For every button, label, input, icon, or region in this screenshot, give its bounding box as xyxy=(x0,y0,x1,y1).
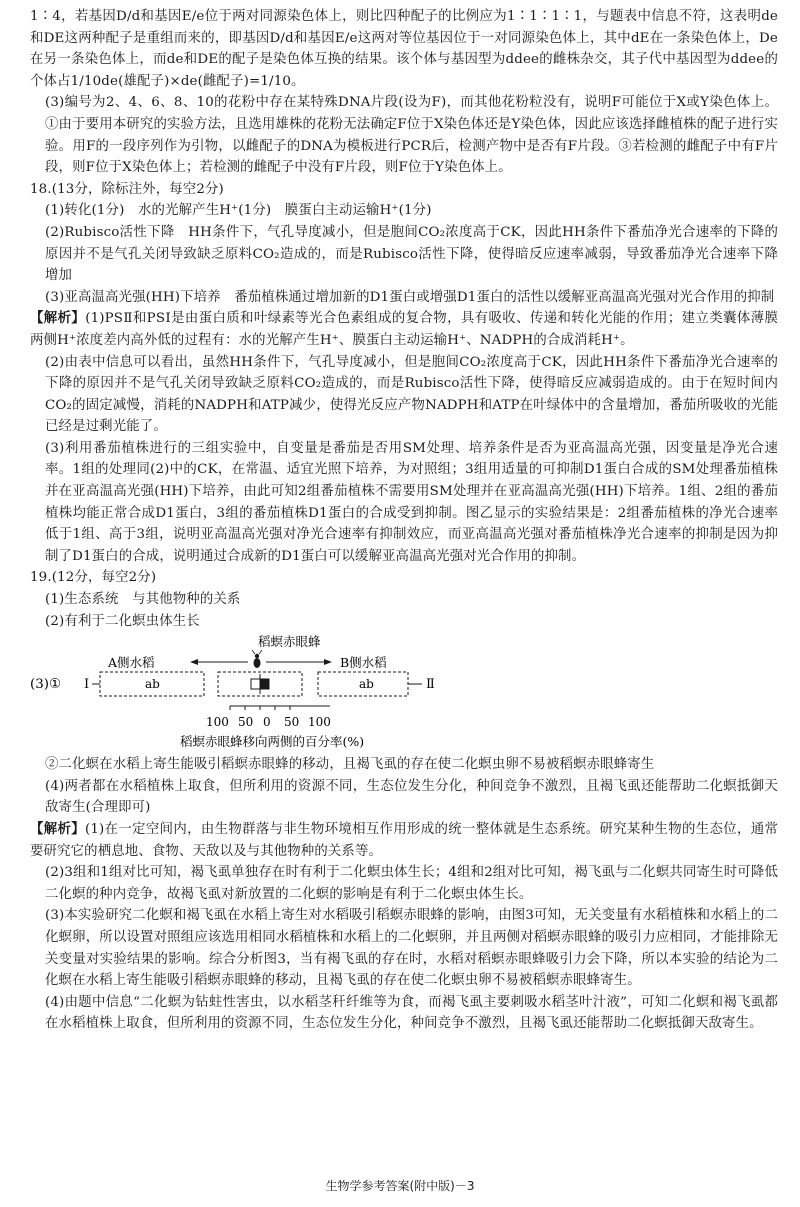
tick-label: 50 xyxy=(284,715,300,730)
q18-analysis-2: (2)由表中信息可以看出，虽然HH条件下，气孔导度减小，但是胞间CO₂浓度高于CK，因此HH条件下番茄净光合速率的下降的原因并不是气孔关闭导致缺乏原料CO₂造成的，而是Rubisco活性下降，使得暗反应减弱造成的。由于在短时间内CO₂的固定减慢，消耗的NADPH和ATP减少，使得光反应产物NADPH和ATP在叶绿体中的含量增加，番茄所吸收的光能已经是过剩光能了。 xyxy=(45,354,778,435)
q19-heading: 19.(12分，每空2分) xyxy=(30,570,157,586)
left-percentage-bar xyxy=(251,679,260,689)
q18-heading: 18.(13分，除标注外，每空2分) xyxy=(30,181,224,197)
page-footer: 生物学参考答案(附中版)－3 xyxy=(325,1179,475,1193)
right-arrow-head xyxy=(324,659,332,665)
right-side-title: B侧水稻 xyxy=(340,655,387,671)
q19-answer-1: (1)生态系统 与其他物种的关系 xyxy=(45,592,241,608)
q18-answer-1: (1)转化(1分) 水的光解产生H⁺(1分) 膜蛋白主动运输H⁺(1分) xyxy=(45,203,432,219)
q19-analysis-4: (4)由题中信息“二化螟为钻蛀性害虫，以水稻茎秆纤维等为食，而褐飞虱主要刺吸水稻茎叶汁液”，可知二化螟和褐飞虱都在水稻植株上取食，但所利用的资源不同，生态位发生分化，种间竞争不激烈，且褐飞虱还能帮助二化螟抵御天敌寄生。 xyxy=(45,994,778,1032)
wasp-icon xyxy=(252,650,262,668)
q18-answer-3: (3)亚高温高光强(HH)下培养 番茄植株通过增加新的D1蛋白或增强D1蛋白的活性以缓解亚高温高光强对光合作用的抑制 xyxy=(45,289,775,305)
tick-label: 100 xyxy=(308,715,331,730)
q19-answer-3b: ②二化螟在水稻上寄生能吸引稻螟赤眼蜂的移动，且褐飞虱的存在使二化螟虫卵不易被稻螟赤眼蜂寄生 xyxy=(45,757,655,773)
left-roman-label: Ⅰ xyxy=(84,677,90,693)
x-axis-label: 稻螟赤眼蜂移向两侧的百分率(%) xyxy=(180,734,365,750)
tick-label: 0 xyxy=(263,715,271,730)
paragraph-q17-2-cont: 1∶4，若基因D/d和基因E/e位于两对同源染色体上，则比四种配子的比例应为1∶1∶1∶1，与题表中信息不符，这表明de和DE这两种配子是重组而来的，即基因D/d和基因E/e这两对等位基因位于一对同源染色体上，其中dE在一条染色体上，De在另一条染色体上，而de和DE的配子是染色体互换的结果。该个体与基因型为ddee的雌株杂交，其子代中基因型为ddee的个体占1/10de(雄配子)×de(雌配子)=1/10。 xyxy=(30,9,778,89)
right-chamber-label: ab xyxy=(359,677,374,692)
analysis-tag: 【解析】 xyxy=(30,821,85,837)
q19-analysis-2: (2)3组和1组对比可知，褐飞虱单独存在时有利于二化螟虫体生长；4组和2组对比可知，褐飞虱与二化螟共同寄生时可降低二化螟的种内竞争，故褐飞虱对新放置的二化螟的影响是有利于二化螟虫体生长。 xyxy=(45,865,778,902)
q19-analysis-1 xyxy=(30,819,778,862)
q19-answer-2: (2)有利于二化螟虫体生长 xyxy=(45,613,200,629)
paragraph-q17-3: (3)编号为2、4、6、8、10的花粉中存在某特殊DNA片段(设为F)，而其他花粉粒没有，说明F可能位于X或Y染色体上。①由于要用本研究的实验方法，且选用雄株的花粉无法确定F位于X染色体还是Y染色体，因此应该选择雌植株的配子进行实验。用F的一段序列作为引物，以雌配子的DNA为模板进行PCR后，检测产物中是否有F片段。③若检测的雌配子中有F片段，则F位于X染色体上；若检测的雌配子中没有F片段，则F位于Y染色体上。 xyxy=(45,95,778,176)
tick-label: 50 xyxy=(238,715,254,730)
wasp-choice-diagram xyxy=(30,634,778,754)
figure-question-label: (3)① xyxy=(30,677,61,693)
analysis-tag: 【解析】 xyxy=(30,310,86,327)
q18-analysis-3: (3)利用番茄植株进行的三组实验中，自变量是番茄是否用SM处理、培养条件是否为亚高温高光强，因变量是净光合速率。1组的处理同(2)中的CK，在常温、适宜光照下培养，为对照组；3组用适量的可抑制D1蛋白合成的SM处理番茄植株并在亚高温高光强(HH)下培养，由此可知2组番茄植株不需要用SM处理并在亚高温高光强(HH)下培养。1组、2组的番茄植株均能正常合成D1蛋白，3组的番茄植株D1蛋白的合成受到抑制。图乙显示的实验结果是：2组番茄植株的净光合速率低于1组、高于3组，说明亚高温高光强对净光合速率有抑制效应，而亚高温高光强对番茄植株净光合速率的抑制是因为抑制了D1蛋白的合成，说明通过合成新的D1蛋白可以缓解亚高温高光强对光合作用的抑制。 xyxy=(45,440,778,564)
wasp-choice-figure xyxy=(30,634,778,754)
right-roman-label: Ⅱ xyxy=(426,677,435,693)
left-chamber-label: ab xyxy=(145,677,160,692)
q18-analysis-1 xyxy=(30,308,778,351)
q19-answer-4: (4)两者都在水稻植株上取食，但所利用的资源不同，生态位发生分化，种间竞争不激烈，且褐飞虱还能帮助二化螟抵御天敌寄生(合理即可) xyxy=(45,778,778,816)
q18-answer-2: (2)Rubisco活性下降 HH条件下，气孔导度减小，但是胞间CO₂浓度高于CK，因此HH条件下番茄净光合速率的下降的原因并不是气孔关闭导致缺乏原料CO₂造成的，而是Rubisco活性下降，使得暗反应速率减弱，导致番茄净光合速率下降 增加 xyxy=(45,224,792,284)
right-percentage-bar xyxy=(260,679,269,689)
q19-analysis-3: (3)本实验研究二化螟和褐飞虱在水稻上寄生对水稻吸引稻螟赤眼蜂的影响，由图3可知，无关变量有水稻植株和水稻上的二化螟卵，所以设置对照组应该选用相同水稻植株和水稻上的二化螟卵，并且两侧对稻螟赤眼蜂的吸引力应相同，才能排除无关变量对实验结果的影响。综合分析图3，当有褐飞虱的存在时，水稻对稻螟赤眼蜂吸引力会下降，所以本实验的结论为二化螟在水稻上寄生能吸引稻螟赤眼蜂的移动，且褐飞虱的存在使二化螟虫卵不易被稻螟赤眼蜂寄生。 xyxy=(45,908,778,989)
page-content xyxy=(30,6,792,1035)
tick-label: 100 xyxy=(206,715,229,730)
left-arrow-head xyxy=(190,659,198,665)
left-side-title: A侧水稻 xyxy=(108,655,155,671)
analysis-text: (1)PSⅡ和PSⅠ是由蛋白质和叶绿素等光合色素组成的复合物，具有吸收、传递和转化光能的作用；建立类囊体薄膜两侧H⁺浓度差内高外低的过程有：水的光解产生H⁺、膜蛋白主动运输H⁺、NADPH的合成消耗H⁺。 xyxy=(30,311,778,348)
wasp-title: 稻螟赤眼蜂 xyxy=(258,634,321,650)
analysis-text: (1)在一定空间内，由生物群落与非生物环境相互作用形成的统一整体就是生态系统。研究某种生物的生态位，通常要研究它的栖息地、食物、天敌以及与其他物种的关系等。 xyxy=(30,822,779,859)
